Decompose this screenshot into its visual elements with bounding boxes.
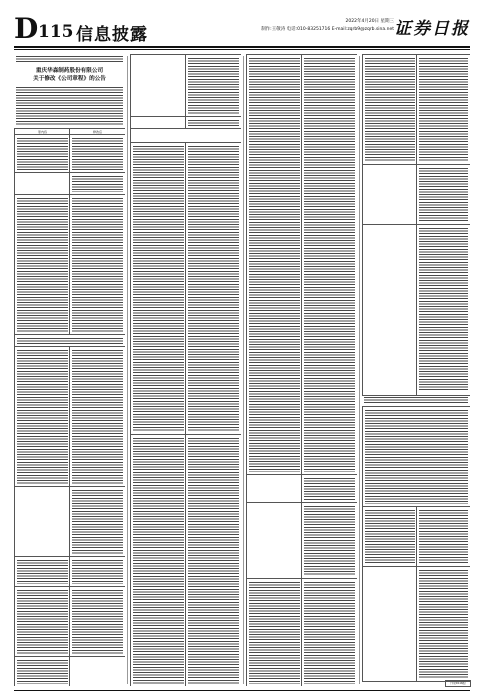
table-cell [246, 54, 303, 476]
table-cell [416, 506, 470, 568]
table-cell [14, 586, 71, 658]
table-cell [14, 346, 71, 488]
table-cell [362, 54, 418, 166]
page-number: 115 [38, 22, 74, 42]
column-1 [14, 54, 125, 686]
body-text [362, 394, 470, 406]
dateline: 2022年4月20日 星期三 [345, 19, 394, 24]
section-title: 信息披露 [76, 25, 148, 45]
table-cell [14, 486, 71, 558]
table-cell [246, 474, 303, 504]
newspaper-logo: 证券日报 [394, 19, 470, 39]
table-cell [69, 346, 125, 488]
notice-title-line2: 关于修改《公司章程》的公告 [33, 76, 106, 82]
column-divider [243, 56, 244, 684]
continued-note: （下转D116版） [445, 680, 471, 687]
table-cell [69, 172, 125, 196]
column-2 [130, 54, 241, 686]
table-cell [69, 656, 125, 686]
table-cell [362, 506, 418, 568]
table-header-original: 原内容 [14, 128, 71, 136]
header-rule-thick [14, 46, 470, 48]
table-cell [362, 164, 418, 226]
column-3 [246, 54, 357, 686]
column-4 [362, 54, 470, 686]
table-cell [14, 134, 71, 174]
table-cell [301, 502, 357, 580]
footer-rule [14, 690, 470, 691]
table-cell [14, 556, 71, 588]
table-cell [69, 556, 125, 588]
notice-securities-code [14, 54, 125, 65]
table-cell [69, 134, 125, 174]
table-cell [130, 54, 187, 118]
table-cell [362, 406, 470, 508]
column-divider [127, 56, 128, 684]
table-cell [362, 566, 418, 682]
table-cell [14, 172, 71, 196]
table-cell [130, 142, 187, 436]
table-cell [416, 164, 470, 226]
table-cell [14, 194, 71, 336]
table-cell [362, 224, 418, 396]
table-cell [416, 54, 470, 166]
table-cell [185, 142, 241, 436]
section-letter: D [14, 12, 39, 45]
editor-contacts: 制作:王敬涛 电话:010-83251716 E-mail:zqrb9@zqrb.sina.net [261, 27, 394, 32]
column-divider [359, 56, 360, 684]
table-cell [130, 434, 187, 686]
table-cell [69, 486, 125, 558]
table-cell [246, 502, 303, 580]
table-cell [69, 586, 125, 658]
notice-intro-text [14, 84, 125, 128]
table-cell [14, 656, 71, 686]
table-cell [416, 566, 470, 682]
header-rule-thin [14, 49, 470, 50]
table-cell [301, 578, 357, 686]
table-cell [185, 434, 241, 686]
notice-title-line1: 重庆华森制药股份有限公司 [35, 68, 104, 74]
table-cell [246, 578, 303, 686]
table-cell [301, 54, 357, 476]
table-cell [69, 194, 125, 336]
table-cell [416, 224, 470, 396]
table-cell [185, 54, 241, 118]
table-cell [301, 474, 357, 504]
table-header-revised: 修改后 [69, 128, 125, 136]
